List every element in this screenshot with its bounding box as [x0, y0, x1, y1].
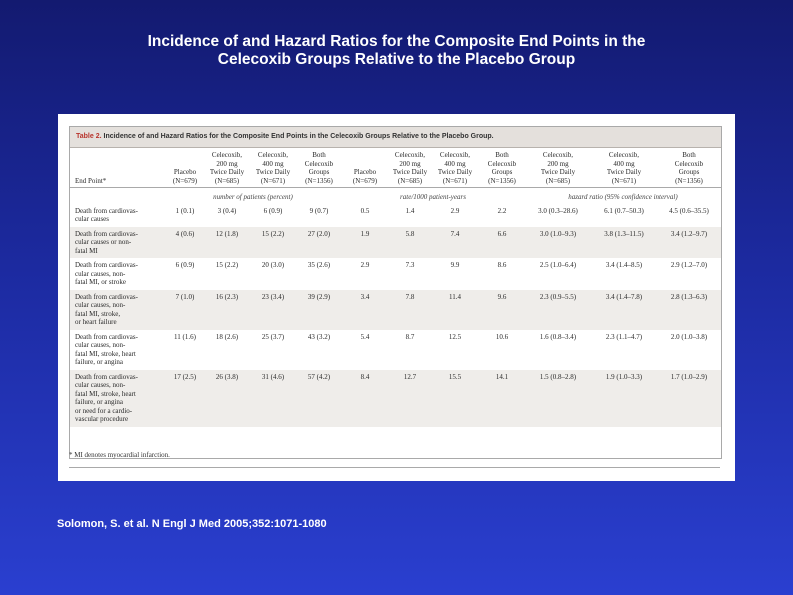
table-cell: 26 (3.8) [205, 370, 249, 427]
table-cell: 2.3 (1.1–4.7) [605, 332, 643, 341]
table-cell: 6 (0.9) [175, 261, 195, 269]
table-cell: 16 (2.3) [205, 290, 249, 330]
table-cell: 4.5 (0.6–35.5) [669, 206, 709, 215]
table-cell: 7 (1.0) [165, 290, 205, 330]
table-cell: 7.4 [431, 227, 479, 259]
data-table [70, 148, 721, 427]
table-cell: 31 (4.6) [249, 370, 297, 427]
table-cell: 12.5 [448, 332, 462, 341]
table-row [70, 258, 721, 290]
table-cell: 2.9 [450, 206, 460, 215]
table-cell: 7.3 [405, 261, 415, 269]
column-header: End Point* [70, 148, 165, 188]
column-header: Celecoxib, 200 mg Twice Daily (N=685) [205, 148, 249, 188]
table-cell: 2.0 (1.0–3.8) [670, 332, 708, 341]
footnote-divider [69, 467, 720, 468]
table-cell: 57 (4.2) [297, 370, 341, 427]
table-cell: 2.5 (1.0–6.4) [539, 261, 577, 269]
table-cell: 3 (0.4) [217, 206, 237, 215]
column-header: Placebo (N=679) [341, 148, 389, 188]
column-header: Placebo (N=679) [165, 148, 205, 188]
table-cell: 20 (3.0) [261, 261, 285, 269]
table-cell: 8.7 [405, 332, 415, 341]
table-cell: 3.4 (1.2–9.7) [657, 227, 721, 259]
table-footnote: * MI denotes myocardial infarction. [69, 451, 170, 459]
table-figure [58, 114, 735, 481]
column-header: Both Celecoxib Groups (N=1356) [657, 148, 721, 188]
table-subheader-row [70, 188, 721, 204]
table-cell: 2.8 (1.3–6.3) [657, 290, 721, 330]
table-cell: 1.5 (0.8–2.8) [525, 370, 591, 427]
table-cell: 9.6 [479, 290, 525, 330]
table-cell: 3.4 (1.4–7.8) [591, 290, 657, 330]
table-cell: 1.9 [341, 227, 389, 259]
table-cell: 15 (2.2) [249, 227, 297, 259]
table-cell: 2.9 (1.2–7.0) [670, 261, 708, 269]
table-cell: 15.5 [431, 370, 479, 427]
table-cell: 12 (1.8) [205, 227, 249, 259]
table-cell: 8.6 [497, 261, 507, 269]
endpoint-label: Death from cardiovas- cular causes [75, 206, 138, 223]
table-cell: 0.5 [360, 206, 370, 215]
table-caption [70, 127, 721, 148]
endpoint-label: Death from cardiovas- cular causes, non- fatal MI, or stroke [75, 261, 138, 286]
table-cell: 3.0 (0.3–28.6) [538, 206, 578, 215]
endpoint-label: Death from cardiovas- cular causes, non- fatal MI, stroke, heart failure, or angina [75, 332, 138, 366]
subheader-hazard: hazard ratio (95% confidence interval) [568, 193, 678, 201]
table-cell: 1.9 (1.0–3.3) [591, 370, 657, 427]
table-container [69, 126, 722, 459]
table-cell: 39 (2.9) [297, 290, 341, 330]
table-cell: 1.4 [405, 206, 415, 215]
endpoint-label: Death from cardiovas- cular causes or non- fatal MI [75, 229, 138, 255]
slide-title [0, 33, 793, 69]
table-cell: 11 (1.6) [174, 332, 196, 341]
table-cell: 18 (2.6) [215, 332, 239, 341]
table-cell: 6.6 [479, 227, 525, 259]
column-header: Both Celecoxib Groups (N=1356) [297, 148, 341, 188]
table-cell: 35 (2.6) [307, 261, 331, 269]
table-cell: 1 (0.1) [175, 206, 195, 215]
table-cell: 14.1 [479, 370, 525, 427]
table-cell: 1.7 (1.0–2.9) [657, 370, 721, 427]
column-header: Celecoxib, 400 mg Twice Daily (N=671) [249, 148, 297, 188]
column-header: Celecoxib, 200 mg Twice Daily (N=685) [389, 148, 431, 188]
table-cell: 5.8 [389, 227, 431, 259]
column-header: Celecoxib, 400 mg Twice Daily (N=671) [431, 148, 479, 188]
table-cell: 27 (2.0) [297, 227, 341, 259]
citation: Solomon, S. et al. N Engl J Med 2005;352:1071-1080 [57, 518, 327, 530]
table-label: Table 2. [76, 133, 102, 140]
table-row [70, 204, 721, 227]
table-header-row [70, 148, 721, 188]
table-title: Incidence of and Hazard Ratios for the Composite End Points in the Celecoxib Groups Relative to the Placebo Group. [103, 133, 494, 140]
table-row [70, 370, 721, 427]
table-cell: 5.4 [360, 332, 370, 341]
table-cell: 11.4 [431, 290, 479, 330]
table-row [70, 330, 721, 370]
table-cell: 3.0 (1.0–9.3) [525, 227, 591, 259]
column-header: Celecoxib, 200 mg Twice Daily (N=685) [525, 148, 591, 188]
table-cell: 7.8 [389, 290, 431, 330]
table-row [70, 227, 721, 259]
table-cell: 43 (3.2) [307, 332, 331, 341]
table-cell: 3.8 (1.3–11.5) [591, 227, 657, 259]
table-cell: 17 (2.5) [165, 370, 205, 427]
table-cell: 2.2 [497, 206, 507, 215]
slide-title-line-1: Incidence of and Hazard Ratios for the Composite End Points in the [147, 33, 646, 50]
table-cell: 3.4 (1.4–8.5) [605, 261, 643, 269]
table-cell: 8.4 [341, 370, 389, 427]
table-cell: 2.3 (0.9–5.5) [525, 290, 591, 330]
endpoint-label: Death from cardiovas- cular causes, non- fatal MI, stroke, heart failure, or angina or need for a cardio- vascular procedure [75, 372, 138, 423]
table-cell: 6 (0.9) [263, 206, 283, 215]
table-cell: 2.9 [360, 261, 370, 269]
column-header: Celecoxib, 400 mg Twice Daily (N=671) [591, 148, 657, 188]
table-cell: 15 (2.2) [215, 261, 239, 269]
endpoint-label: Death from cardiovas- cular causes, non- fatal MI, stroke, or heart failure [75, 292, 138, 326]
table-row [70, 290, 721, 330]
table-cell: 6.1 (0.7–50.3) [604, 206, 644, 215]
column-header: Both Celecoxib Groups (N=1356) [479, 148, 525, 188]
table-cell: 9.9 [450, 261, 460, 269]
subheader-patients: number of patients (percent) [213, 193, 293, 201]
table-cell: 9 (0.7) [309, 206, 329, 215]
slide-title-line-2: Celecoxib Groups Relative to the Placebo Group [217, 51, 576, 68]
table-cell: 10.6 [495, 332, 509, 341]
table-cell: 1.6 (0.8–3.4) [539, 332, 577, 341]
table-cell: 12.7 [389, 370, 431, 427]
table-cell: 23 (3.4) [249, 290, 297, 330]
subheader-rate: rate/1000 patient-years [400, 193, 466, 201]
table-cell: 3.4 [341, 290, 389, 330]
table-cell: 4 (0.6) [165, 227, 205, 259]
table-cell: 25 (3.7) [261, 332, 285, 341]
